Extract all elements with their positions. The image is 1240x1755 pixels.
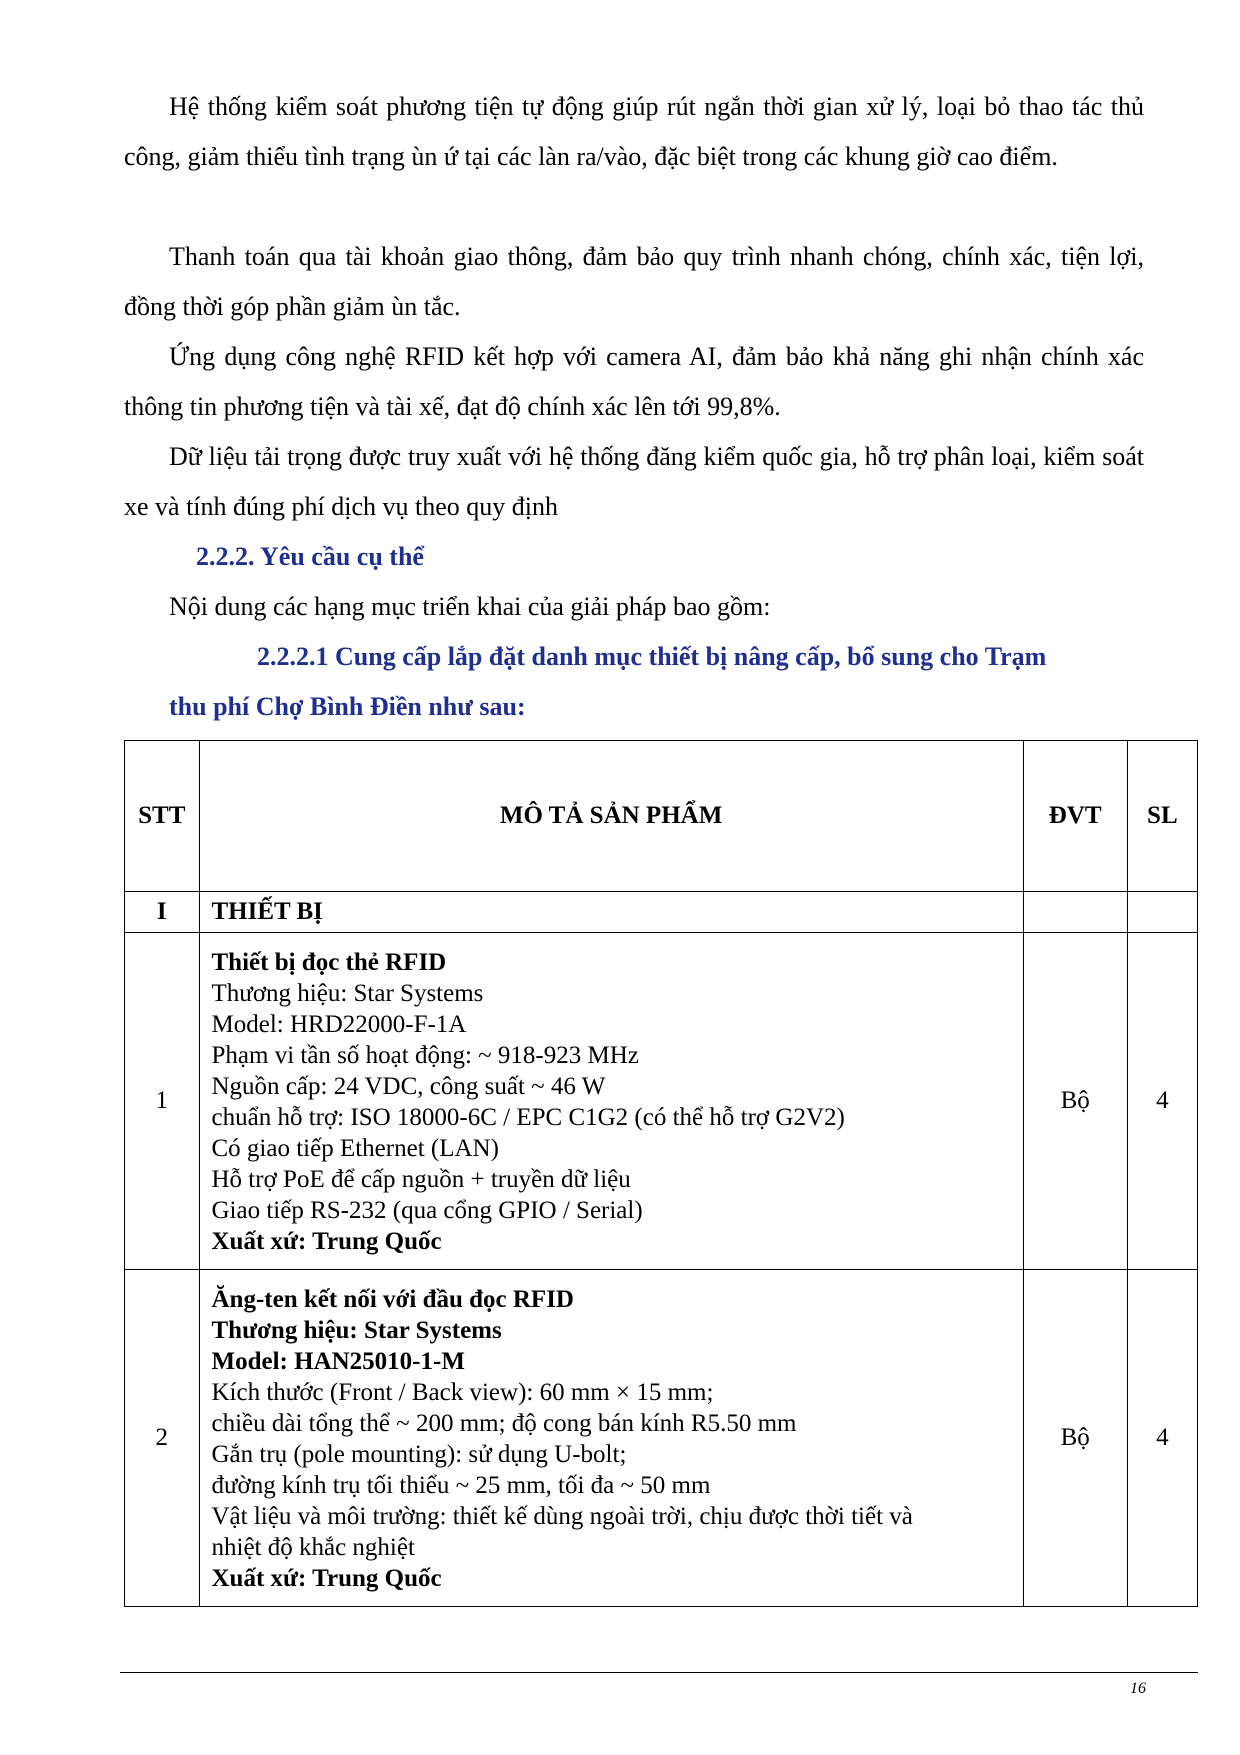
row-description — [199, 933, 1023, 1270]
section-unit-empty — [1023, 892, 1127, 933]
header-quantity: SL — [1127, 741, 1197, 892]
spec-line: Vật liệu và môi trường: thiết kế dùng ngoài trời, chịu được thời tiết và — [211, 1503, 913, 1530]
spec-line: Thương hiệu: Star Systems — [211, 980, 484, 1007]
product-name: Thiết bị đọc thẻ RFID — [211, 949, 447, 976]
spec-line: chuẩn hỗ trợ: ISO 18000-6C / EPC C1G2 (có thể hỗ trợ G2V2) — [211, 1104, 845, 1131]
row-description — [199, 1270, 1023, 1607]
spec-line: chiều dài tổng thể ~ 200 mm; độ cong bán kính R5.50 mm — [211, 1410, 797, 1437]
spec-line: đường kính trụ tối thiểu ~ 25 mm, tối đa ~ 50 mm — [211, 1472, 711, 1499]
spec-line: Có giao tiếp Ethernet (LAN) — [211, 1135, 499, 1162]
product-name: Ăng-ten kết nối với đầu đọc RFID — [211, 1286, 574, 1313]
row-quantity: 4 — [1127, 933, 1197, 1270]
header-stt: STT — [125, 741, 200, 892]
paragraph-3: Ứng dụng công nghệ RFID kết hợp với camera AI, đảm bảo khả năng ghi nhận chính xác thông tin phương tiện và tài xế, đạt độ chính xác lên tới 99,8%. — [124, 342, 1144, 421]
intro-text: Nội dung các hạng mục triển khai của giải pháp bao gồm: — [169, 592, 771, 621]
table-header-row — [125, 741, 1198, 892]
spec-line: Gắn trụ (pole mounting): sử dụng U-bolt; — [211, 1441, 627, 1468]
page-number: 16 — [1130, 1680, 1146, 1697]
spec-line: Model: HAN25010-1-M — [211, 1348, 465, 1375]
row-unit: Bộ — [1023, 933, 1127, 1270]
header-description: MÔ TẢ SẢN PHẨM — [199, 741, 1023, 892]
footer-divider — [120, 1672, 1198, 1673]
row-quantity: 4 — [1127, 1270, 1197, 1607]
origin-line: Xuất xứ: Trung Quốc — [211, 1565, 442, 1592]
spec-line: Nguồn cấp: 24 VDC, công suất ~ 46 W — [211, 1073, 606, 1100]
paragraph-1: Hệ thống kiểm soát phương tiện tự động giúp rút ngắn thời gian xử lý, loại bỏ thao tác thủ công, giảm thiểu tình trạng ùn ứ tại các làn ra/vào, đặc biệt trong các khung giờ cao điểm. — [124, 92, 1144, 171]
spec-line: nhiệt độ khắc nghiệt — [211, 1534, 415, 1561]
table-row — [125, 1270, 1198, 1607]
paragraph-4: Dữ liệu tải trọng được truy xuất với hệ thống đăng kiểm quốc gia, hỗ trợ phân loại, kiểm soát xe và tính đúng phí dịch vụ theo quy định — [124, 442, 1144, 521]
spec-line: Hỗ trợ PoE để cấp nguồn + truyền dữ liệu — [211, 1166, 631, 1193]
spec-line: Model: HRD22000-F-1A — [211, 1011, 467, 1038]
row-unit: Bộ — [1023, 1270, 1127, 1607]
equipment-table — [124, 740, 1198, 1607]
table-section-row — [125, 892, 1198, 933]
paragraph-2: Thanh toán qua tài khoản giao thông, đảm bảo quy trình nhanh chóng, chính xác, tiện lợi, đồng thời góp phần giảm ùn tắc. — [124, 242, 1144, 321]
section-heading-222: 2.2.2. Yêu cầu cụ thể — [196, 542, 424, 571]
section-heading-2221-line1: 2.2.2.1 Cung cấp lắp đặt danh mục thiết bị nâng cấp, bổ sung cho Trạm — [257, 642, 1047, 671]
spec-line: Giao tiếp RS-232 (qua cổng GPIO / Serial) — [211, 1197, 643, 1224]
row-stt: 2 — [125, 1270, 200, 1607]
table-row — [125, 933, 1198, 1270]
origin-line: Xuất xứ: Trung Quốc — [211, 1228, 442, 1255]
spec-line: Thương hiệu: Star Systems — [211, 1317, 502, 1344]
spec-line: Phạm vi tần số hoạt động: ~ 918-923 MHz — [211, 1042, 639, 1069]
header-unit: ĐVT — [1023, 741, 1127, 892]
row-stt: 1 — [125, 933, 200, 1270]
section-heading-2221-line2: thu phí Chợ Bình Điền như sau: — [169, 692, 526, 721]
section-quantity-empty — [1127, 892, 1197, 933]
section-label: THIẾT BỊ — [199, 892, 1023, 933]
spec-line: Kích thước (Front / Back view): 60 mm × 15 mm; — [211, 1379, 714, 1406]
section-stt: I — [125, 892, 200, 933]
